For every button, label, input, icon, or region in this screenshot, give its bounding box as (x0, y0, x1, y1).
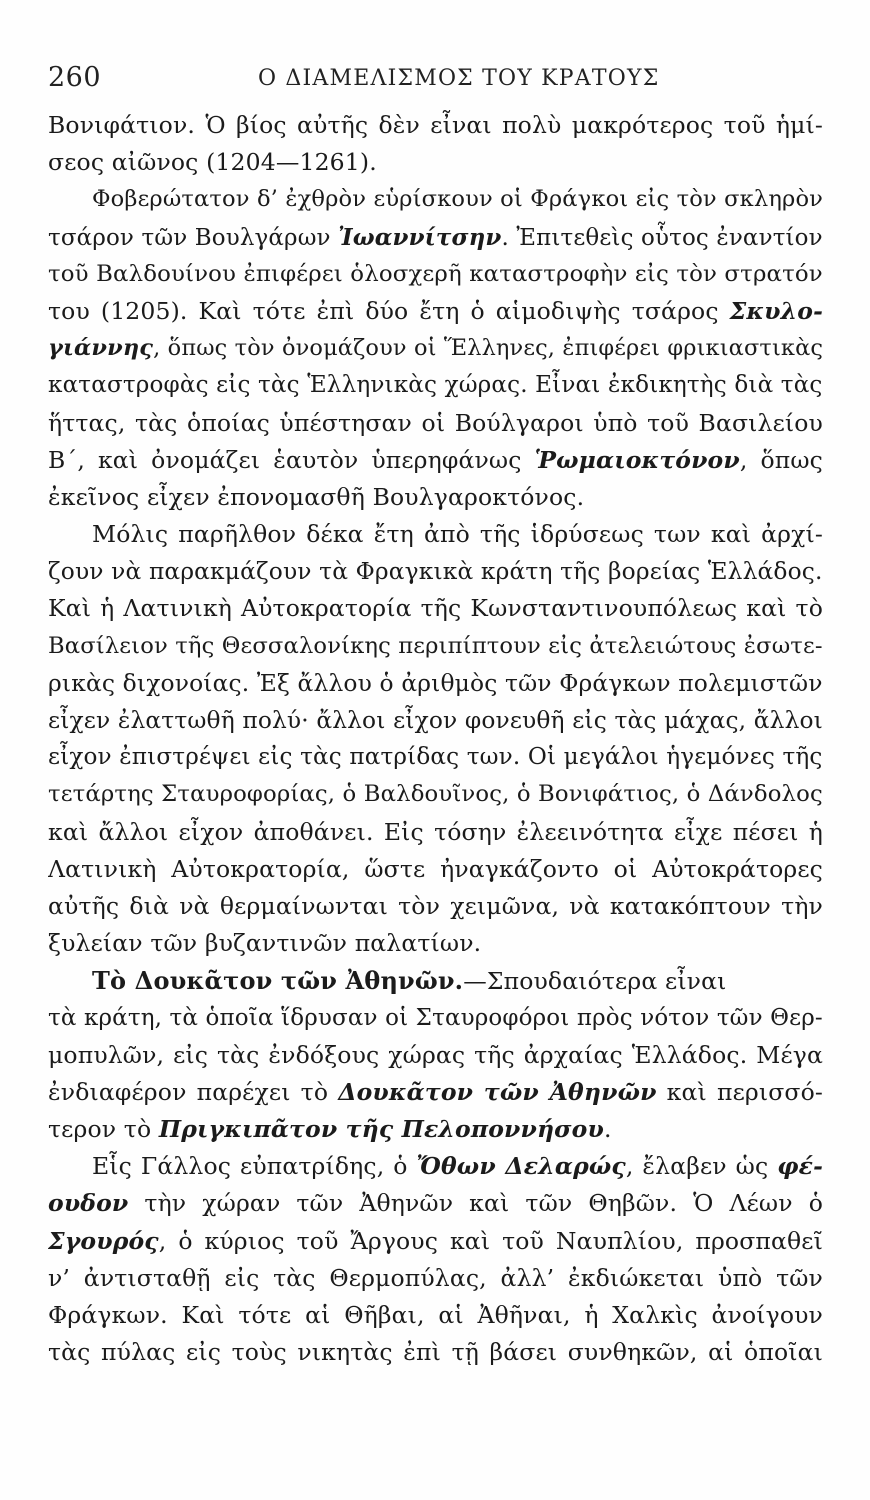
line-text: καταστροφὰς εἰς τὰς Ἑλληνικὰς χώρας. Εἶναι ἐκδικητὴς διὰ τὰς (48, 372, 823, 399)
emphasized-text: Πριγκιπᾶτον τῆς Πελοποννήσου (158, 1115, 604, 1144)
line-text: . (603, 1115, 612, 1144)
line-text: Λατινικὴ Αὐτοκρατορία, ὥστε ἠναγκάζοντο οἱ Αὐτοκράτορες (48, 854, 823, 883)
line-text: εἶχεν ἐλαττωθῆ πολύ· ἄλλοι εἶχον φονευθῆ εἰς τὰς μάχας, ἄλλοι (48, 707, 823, 734)
line-text: , ὅπως τὸν ὀνομάζουν οἱ Ἕλληνες, ἐπιφέρει φρικιαστικὰς (153, 335, 823, 362)
text-line (48, 962, 823, 999)
line-text: τοῦ Βαλδουίνου ἐπιφέρει ὁλοσχερῆ καταστροφὴν εἰς τὸν στρατόν (48, 260, 823, 287)
line-text: , ἔλαβεν ὡς (625, 1152, 778, 1181)
line-text: τὴν χώραν τῶν Ἀθηνῶν καὶ τῶν Θηβῶν. Ὁ Λέων ὁ (128, 1189, 823, 1218)
line-text: τὰς πύλας εἰς τοὺς νικητὰς ἐπὶ τῇ βάσει συνθηκῶν, αἱ ὁποῖαι (48, 1338, 823, 1367)
line-text: Καὶ ἡ Λατινικὴ Αὐτοκρατορία τῆς Κωνσταντινουπόλεως καὶ τὸ (48, 594, 823, 623)
line-text: Βασίλειον τῆς Θεσσαλονίκης περιπίπτουν εἰς ἀτελειώτους ἐσωτε- (48, 632, 823, 659)
line-text: . Ἐπιτεθεὶς οὗτος ἐναντίον (501, 224, 823, 251)
line-text: αὐτῆς διὰ νὰ θερμαίνωνται τὸν χειμῶνα, νὰ κατακόπτουν τὴν (48, 891, 823, 920)
emphasized-text: Τὸ Δουκᾶτον τῶν Ἀθηνῶν. (92, 966, 464, 996)
line-text: ἥττας, τὰς ὁποίας ὑπέστησαν οἱ Βούλγαροι ὑπὸ τοῦ Βασιλείου (48, 408, 823, 437)
line-text: ξυλείαν τῶν βυζαντινῶν παλατίων. (48, 929, 482, 958)
line-text: ρικὰς διχονοίας. Ἐξ ἄλλου ὁ ἀριθμὸς τῶν Φράγκων πολεμιστῶν (48, 668, 823, 697)
text-line (48, 1185, 823, 1222)
text-line (48, 181, 823, 218)
emphasized-text: ουδον (48, 1189, 129, 1218)
text-line (48, 330, 823, 367)
line-text: εἶχον ἐπιστρέψει εἰς τὰς πατρίδας των. Οἱ μεγάλοι ἡγεμόνες τῆς (48, 744, 823, 771)
text-line (48, 628, 823, 665)
emphasized-text: Σγουρός (48, 1226, 159, 1255)
text-line (48, 1000, 823, 1037)
text-line (48, 1334, 823, 1371)
text-line (48, 776, 823, 813)
emphasized-text: γιάννης (48, 335, 154, 362)
text-line (48, 516, 823, 553)
text-line (48, 219, 823, 256)
line-text: Βονιφάτιον. Ὁ βίος αὐτῆς δὲν εἶναι πολὺ μακρότερος τοῦ ἡμί- (48, 111, 823, 139)
text-line (48, 1223, 823, 1260)
line-text: τσάρον τῶν Βουλγάρων (48, 224, 339, 251)
line-text: καὶ ἄλλοι εἶχον ἀποθάνει. Εἰς τόσην ἐλεεινότητα εἶχε πέσει ἡ (48, 817, 823, 846)
line-text: τὰ κράτη, τὰ ὁποῖα ἵδρυσαν οἱ Σταυροφόροι πρὸς νότον τῶν Θερ- (48, 1004, 823, 1031)
text-line (48, 925, 823, 962)
line-text: μοπυλῶν, εἰς τὰς ἐνδόξους χώρας τῆς ἀρχαίας Ἑλλάδος. Μέγα (48, 1040, 823, 1069)
text-line (48, 888, 823, 925)
text-line (48, 107, 823, 144)
text-line (48, 553, 823, 590)
text-line (48, 293, 823, 330)
text-line (48, 1074, 823, 1111)
text-line (48, 1260, 823, 1297)
emphasized-text: Ὄθων Δελαρώς (416, 1152, 626, 1181)
text-line (48, 814, 823, 851)
emphasized-text: Ῥωμαιοκτόνον (534, 445, 740, 474)
emphasized-text: Σκυλο- (729, 296, 823, 325)
line-text: Φράγκων. Καὶ τότε αἱ Θῆβαι, αἱ Ἀθῆναι, ἡ Χαλκὶς ἀνοίγουν (48, 1301, 823, 1329)
page-number: 260 (48, 62, 102, 93)
line-text: καὶ περισσό- (656, 1077, 823, 1106)
line-text: τερον τὸ (48, 1115, 159, 1144)
running-title: Ο ΔΙΑΜΕΛΙΣΜΟΣ ΤΟΥ ΚΡΑΤΟΥΣ (258, 66, 660, 91)
emphasized-text: Ἰωαννίτσην (338, 223, 502, 251)
emphasized-text: φέ- (777, 1152, 823, 1181)
line-text: , ὅπως (739, 445, 823, 474)
text-line (48, 367, 823, 404)
page-header (48, 62, 820, 98)
text-line (48, 405, 823, 442)
text-line (48, 851, 823, 888)
text-line (48, 479, 823, 516)
text-line (48, 1111, 823, 1148)
line-text: ἐκεῖνος εἶχεν ἐπονομασθῆ Βουλγαροκτόνος. (48, 482, 585, 511)
body-text (48, 107, 823, 1371)
text-line (48, 702, 823, 739)
line-text: ζουν νὰ παρακμάζουν τὰ Φραγκικὰ κράτη τῆς βορείας Ἑλλάδος. (48, 558, 823, 586)
text-line (48, 1037, 823, 1074)
text-line (48, 144, 823, 181)
line-text: ἐνδιαφέρον παρέχει τὸ (48, 1077, 339, 1106)
line-text: Εἷς Γάλλος εὐπατρίδης, ὁ (92, 1152, 417, 1181)
line-text: Μόλις παρῆλθον δέκα ἔτη ἀπὸ τῆς ἱδρύσεως των καὶ ἀρχί- (92, 520, 823, 549)
text-line (48, 590, 823, 627)
emphasized-text: Δουκᾶτον τῶν Ἀθηνῶν (338, 1077, 657, 1106)
line-text: τετάρτης Σταυροφορίας, ὁ Βαλδουῖνος, ὁ Βονιφάτιος, ὁ Δάνδολος (48, 781, 823, 808)
line-text: Β΄, καὶ ὀνομάζει ἑαυτὸν ὑπερηφάνως (48, 445, 535, 474)
line-text: —Σπουδαιότερα εἶναι (463, 967, 727, 996)
text-line (48, 739, 823, 776)
text-line (48, 665, 823, 702)
line-text: του (1205). Καὶ τότε ἐπὶ δύο ἔτη ὁ αἱμοδιψὴς τσάρος (48, 296, 730, 325)
line-text: , ὁ κύριος τοῦ Ἄργους καὶ τοῦ Ναυπλίου, προσπαθεῖ (158, 1226, 823, 1255)
text-line (48, 1148, 823, 1185)
text-line (48, 442, 823, 479)
line-text: Φοβερώτατον δ’ ἐχθρὸν εὑρίσκουν οἱ Φράγκοι εἰς τὸν σκληρὸν (92, 186, 823, 213)
text-line (48, 256, 823, 293)
line-text: ν’ ἀντισταθῇ εἰς τὰς Θερμοπύλας, ἀλλ’ ἐκδιώκεται ὑπὸ τῶν (48, 1263, 823, 1292)
text-line (48, 1297, 823, 1334)
line-text: σεος αἰῶνος (1204—1261). (48, 148, 377, 177)
